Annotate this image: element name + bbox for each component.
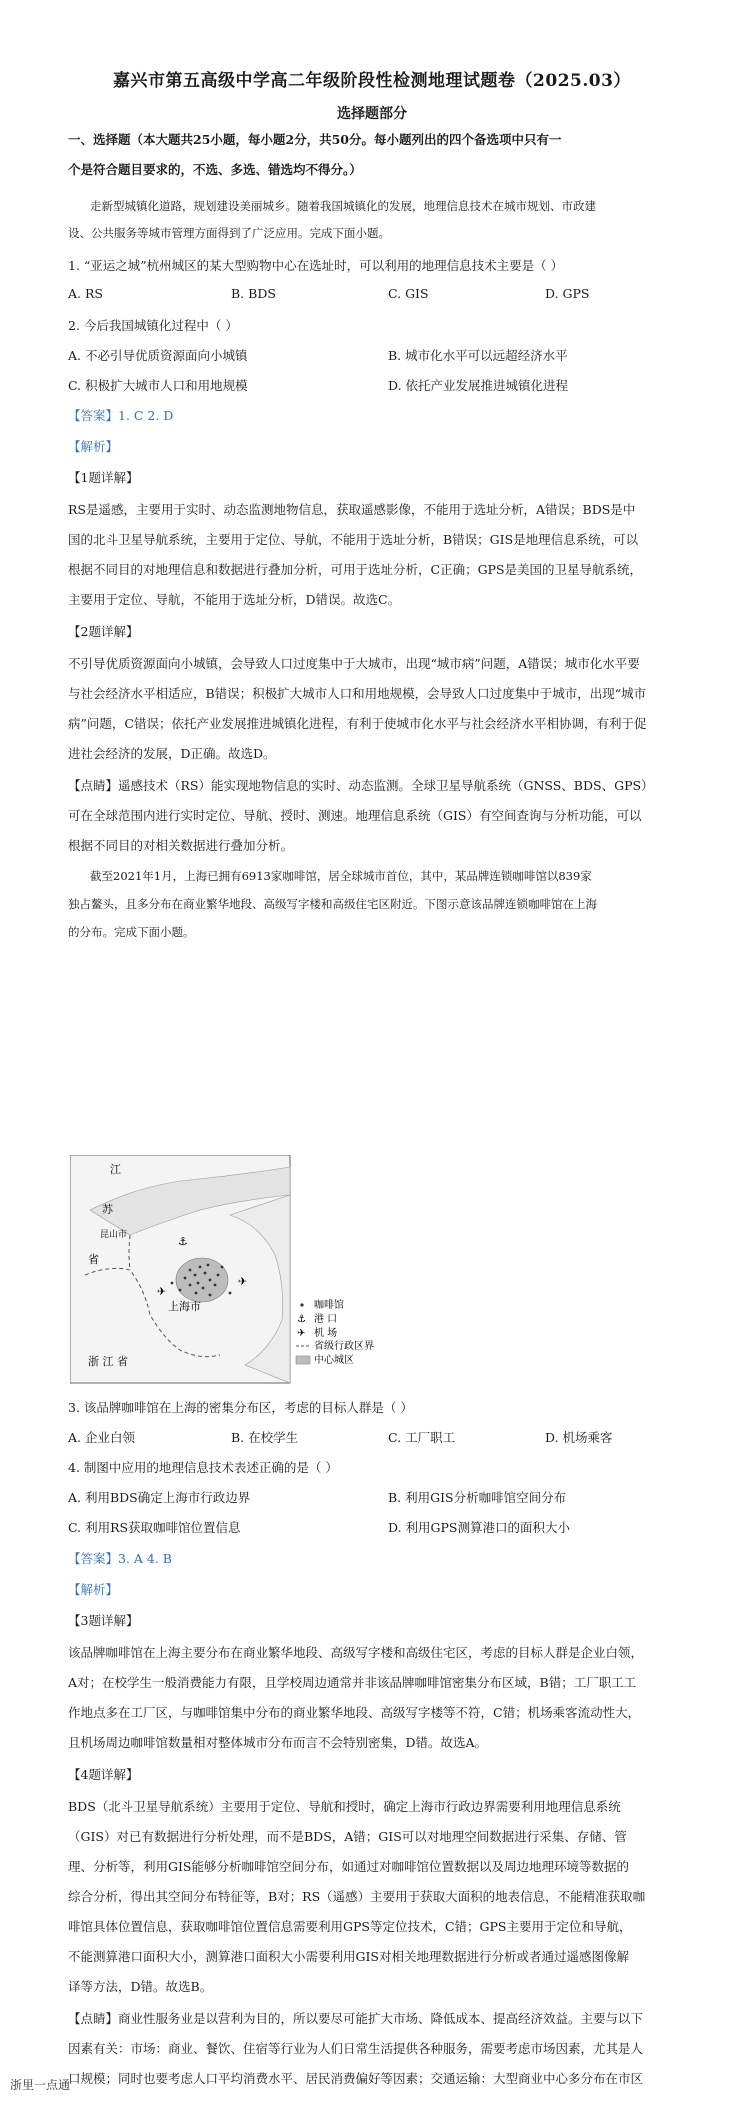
airport-icon: ✈ <box>238 1275 248 1288</box>
tip-2-line: 口规模；同时也要考虑人口平均消费水平、居民消费偏好等因素；交通运输：大型商业中心多分布在市区 <box>68 2071 644 2086</box>
analysis-label: 【解析】 <box>68 439 119 454</box>
tip-2-line: 【点睛】商业性服务业是以营利为目的，所以要尽可能扩大市场、降低成本、提高经济效益。主要与以下 <box>68 2011 644 2026</box>
port-icon: ⚓ <box>178 1235 188 1248</box>
map-label-jiang: 江 <box>110 1163 121 1176</box>
detail-1-label: 【1题详解】 <box>68 470 139 485</box>
detail-4-line: 综合分析，得出其空间分布特征等，B对；RS（遥感）主要用于获取大面积的地表信息，不能精准获取咖 <box>68 1889 646 1904</box>
detail-4-label: 【4题详解】 <box>68 1767 139 1782</box>
detail-4-line: BDS（北斗卫星导航系统）主要用于定位、导航和授时，确定上海市行政边界需要利用地理信息系统 <box>68 1799 621 1814</box>
legend-district: 中心城区 <box>314 1355 354 1366</box>
airport-icon: ✈ <box>157 1285 167 1298</box>
analysis-label-2: 【解析】 <box>68 1582 119 1597</box>
tip-1-line: 根据不同目的对相关数据进行叠加分析。 <box>68 838 294 853</box>
question-3-stem: 3. 该品牌咖啡馆在上海的密集分布区，考虑的目标人群是（ ） <box>68 1400 413 1415</box>
intro-2-line: 的分布。完成下面小题。 <box>68 925 195 939</box>
option-a: A. 利用BDS确定上海市行政边界 <box>68 1490 251 1505</box>
detail-4-line: 啡馆具体位置信息，获取咖啡馆位置信息需要利用GPS等定位技术，C错；GPS主要用于定位和导航， <box>68 1919 632 1934</box>
option-c: C. 积极扩大城市人口和用地规模 <box>68 378 248 393</box>
map-label-sheng: 省 <box>88 1253 99 1266</box>
detail-4-line: （GIS）对已有数据进行分析处理，而不是BDS，A错；GIS可以对地理空间数据进行采集、存储、管 <box>68 1829 627 1844</box>
legend-coffee: 咖啡馆 <box>314 1300 344 1311</box>
section-heading-cont: 个是符合题目要求的，不选、多选、错选均不得分。） <box>68 162 362 177</box>
option-b: B. BDS <box>231 286 276 301</box>
intro-2-line: 独占鳌头，且多分布在商业繁华地段、高级写字楼和高级住宅区附近。下图示意该品牌连锁咖啡馆在上海 <box>68 897 597 911</box>
page-title: 嘉兴市第五高级中学高二年级阶段性检测地理试题卷（2025.03） <box>113 71 631 91</box>
section-subtitle: 选择题部分 <box>337 106 407 122</box>
map-legend <box>296 1298 374 1366</box>
option-d: D. GPS <box>545 286 590 301</box>
detail-2-line: 进社会经济的发展，D正确。故选D。 <box>68 746 276 761</box>
detail-3-line: A对；在校学生一般消费能力有限，且学校周边通常并非该品牌咖啡馆密集分布区域，B错；工厂职工工 <box>68 1675 637 1690</box>
legend-airport-icon: ✈ <box>297 1328 306 1339</box>
question-1-options <box>68 286 678 308</box>
central-district <box>176 1258 228 1302</box>
option-b: B. 在校学生 <box>231 1430 299 1445</box>
intro-text: 走新型城镇化道路，规划建设美丽城乡。随着我国城镇化的发展，地理信息技术在城市规划、市政建 <box>90 199 596 213</box>
map-label-zhejiang: 浙 江 省 <box>88 1355 128 1368</box>
option-b: B. 城市化水平可以远超经济水平 <box>388 348 568 363</box>
option-d: D. 依托产业发展推进城镇化进程 <box>388 378 569 393</box>
intro-2-line: 截至2021年1月，上海已拥有6913家咖啡馆，居全球城市首位，其中，某品牌连锁咖啡馆以839家 <box>90 869 592 883</box>
tip-1-line: 【点睛】遥感技术（RS）能实现地物信息的实时、动态监测。全球卫星导航系统（GNSS、BDS、GPS） <box>68 778 654 793</box>
option-d: D. 机场乘客 <box>545 1430 613 1445</box>
footer-brand: 浙里一点通 <box>10 2078 71 2092</box>
detail-2-line: 病”问题，C错误；依托产业发展推进城镇化进程，有利于使城市化水平与社会经济水平相协调，有利于促 <box>68 716 647 731</box>
detail-2-line: 不引导优质资源面向小城镇，会导致人口过度集中于大城市，出现“城市病”问题，A错误；城市化水平要 <box>68 656 640 671</box>
legend-port-icon: ⚓ <box>297 1314 306 1325</box>
detail-2-line: 与社会经济水平相适应，B错误；积极扩大城市人口和用地规模，会导致人口过度集中于城市，出现“城市 <box>68 686 647 701</box>
detail-1-line: 根据不同目的对地理信息和数据进行叠加分析，可用于选址分析，C正确；GPS是美国的卫星导航系统， <box>68 562 643 577</box>
question-4-options-row1 <box>68 1488 678 1510</box>
option-a: A. 企业白领 <box>68 1430 135 1445</box>
answer-1-2: 【答案】1. C 2. D <box>68 408 174 423</box>
option-d: D. 利用GPS测算港口的面积大小 <box>388 1520 570 1535</box>
question-4-stem: 4. 制图中应用的地理信息技术表述正确的是（ ） <box>68 1460 338 1475</box>
option-a: A. 不必引导优质资源面向小城镇 <box>68 348 248 363</box>
legend-boundary: 省级行政区界 <box>314 1341 374 1352</box>
detail-1-line: RS是遥感，主要用于实时、动态监测地物信息，获取遥感影像，不能用于选址分析，A错误；BDS是中 <box>68 502 636 517</box>
detail-4-line: 译等方法，D错。故选B。 <box>68 1979 213 1994</box>
option-c: C. GIS <box>388 286 429 301</box>
question-4-options-row2 <box>68 1518 678 1540</box>
legend-port: 港 口 <box>314 1314 338 1325</box>
detail-4-line: 不能测算港口面积大小，测算港口面积大小需要利用GIS对相关地理数据进行分析或者通过遥感图像解 <box>68 1949 629 1964</box>
detail-1-line: 主要用于定位、导航，不能用于选址分析，D错误。故选C。 <box>68 592 401 607</box>
legend-district-swatch <box>296 1356 310 1364</box>
question-3-options <box>68 1428 678 1450</box>
option-c: C. 工厂职工 <box>388 1430 456 1445</box>
legend-dot-icon <box>300 1303 303 1306</box>
shanghai-coffee-map <box>70 1155 430 1385</box>
question-1-stem: 1. “亚运之城”杭州城区的某大型购物中心在选址时，可以利用的地理信息技术主要是（ ） <box>68 258 564 273</box>
option-a: A. RS <box>68 286 103 301</box>
intro-text-cont: 设、公共服务等城市管理方面得到了广泛应用。完成下面小题。 <box>68 226 390 240</box>
question-2-stem: 2. 今后我国城镇化过程中（ ） <box>68 318 238 333</box>
option-c: C. 利用RS获取咖啡馆位置信息 <box>68 1520 241 1535</box>
detail-3-line: 且机场周边咖啡馆数量相对整体城市分布而言不会特别密集，D错。故选A。 <box>68 1735 488 1750</box>
map-label-shanghai: 上海市 <box>168 1300 201 1313</box>
legend-airport: 机 场 <box>314 1328 338 1339</box>
detail-1-line: 国的北斗卫星导航系统，主要用于定位、导航，不能用于选址分析，B错误；GIS是地理信息系统，可以 <box>68 532 639 547</box>
detail-4-line: 理、分析等，利用GIS能够分析咖啡馆空间分布，如通过对咖啡馆位置数据以及周边地理环境等数据的 <box>68 1859 629 1874</box>
detail-3-label: 【3题详解】 <box>68 1613 139 1628</box>
tip-1-line: 可在全球范围内进行实时定位、导航、授时、测速。地理信息系统（GIS）有空间查询与分析功能，可以 <box>68 808 642 823</box>
tip-2-line: 因素有关：市场：商业、餐饮、住宿等行业为人们日常生活提供各种服务，需要考虑市场因素，尤其是人 <box>68 2041 644 2056</box>
option-b: B. 利用GIS分析咖啡馆空间分布 <box>388 1490 567 1505</box>
detail-2-label: 【2题详解】 <box>68 624 139 639</box>
map-label-su: 苏 <box>102 1203 113 1216</box>
question-2-options-row2 <box>68 376 678 398</box>
map-label-kunshan: 昆山市 <box>100 1230 128 1240</box>
detail-3-line: 作地点多在工厂区，与咖啡馆集中分布的商业繁华地段、高级写字楼等不符，C错；机场乘客流动性大， <box>68 1705 641 1720</box>
answer-3-4: 【答案】3. A 4. B <box>68 1551 172 1566</box>
detail-3-line: 该品牌咖啡馆在上海主要分布在商业繁华地段、高级写字楼和高级住宅区，考虑的目标人群是企业白领， <box>68 1645 644 1660</box>
question-2-options-row1 <box>68 346 678 368</box>
section-heading: 一、选择题（本大题共25小题，每小题2分，共50分。每小题列出的四个备选项中只有一 <box>68 132 562 147</box>
